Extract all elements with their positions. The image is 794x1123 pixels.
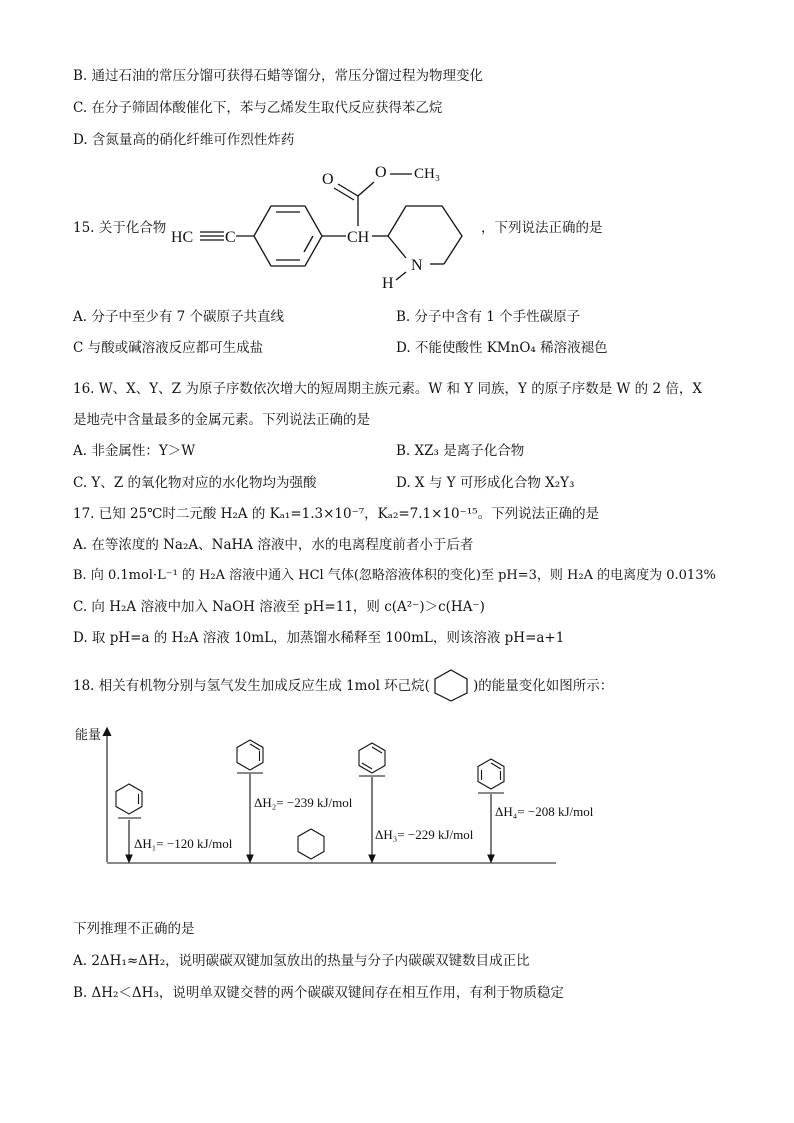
cyclohexene-icon: [116, 784, 142, 814]
q15-ch: CH: [347, 229, 370, 246]
q16-stem-line1: 16. W、X、Y、Z 为原子序数依次增大的短周期主族元素。W 和 Y 同族，Y 的原子序数是 W 的 2 倍，X: [73, 381, 702, 397]
1,3-cyclohexadiene-icon: [237, 740, 263, 770]
energy-axis-label: 能量: [75, 727, 102, 742]
q15-option-d: D. 不能使酸性 KMnO₄ 稀溶液褪色: [396, 340, 608, 356]
q15-o-double: O: [322, 171, 334, 188]
q18-stem-prefix: 18. 相关有机物分别与氢气发生加成反应生成 1mol 环己烷(: [73, 678, 430, 694]
q17-stem: 17. 已知 25℃时二元酸 H₂A 的 Kₐ₁=1.3×10⁻⁷，Kₐ₂=7.1×10⁻¹⁵。下列说法正确的是: [73, 506, 600, 522]
q18-option-a: A. 2ΔH₁≈ΔH₂，说明碳碳双键加氢放出的热量与分子内碳碳双键数目成正比: [73, 953, 530, 969]
q14-option-b: B. 通过石油的常压分馏可获得石蜡等馏分，常压分馏过程为物理变化: [73, 68, 484, 84]
q15-option-b: B. 分子中含有 1 个手性碳原子: [396, 309, 581, 325]
dh4-label: ΔH₄= −208 kJ/mol: [495, 804, 594, 819]
dh2-label: ΔH₂= −239 kJ/mol: [254, 795, 353, 810]
energy-diagram: [70, 722, 594, 882]
q15-h: H: [382, 275, 394, 292]
q18-followup: 下列推理不正确的是: [73, 921, 195, 937]
1,4-cyclohexadiene-icon: [359, 743, 385, 773]
q17-option-b: B. 向 0.1mol·L⁻¹ 的 H₂A 溶液中通入 HCl 气体(忽略溶液体积的变化)至 pH=3，则 H₂A 的电离度为 0.013%: [73, 568, 716, 583]
dh1-label: ΔH₁= −120 kJ/mol: [134, 836, 233, 851]
benzene-icon: [478, 759, 504, 789]
q14-option-d: D. 含氮量高的硝化纤维可作烈性炸药: [73, 132, 295, 148]
q15-alkyne-end: HC: [171, 229, 194, 246]
q18-option-b: B. ΔH₂＜ΔH₃，说明单双键交替的两个碳碳双键间存在相互作用，有利于物质稳定: [73, 985, 564, 1001]
q15-methyl: CH₃: [414, 166, 441, 182]
q16-option-d: D. X 与 Y 可形成化合物 X₂Y₃: [396, 475, 575, 491]
q15-compound-structure: [168, 160, 508, 300]
q16-option-c: C. Y、Z 的氧化物对应的水化物均为强酸: [73, 475, 317, 491]
q15-stem-prefix: 15. 关于化合物: [73, 220, 167, 236]
q16-option-a: A. 非金属性：Y＞W: [73, 443, 196, 459]
cyclohexane-inline-icon: [431, 668, 471, 702]
q15-stem-suffix: ，下列说法正确的是: [481, 220, 603, 236]
q17-option-a: A. 在等浓度的 Na₂A、NaHA 溶液中，水的电离程度前者小于后者: [73, 537, 474, 553]
cyclohexane-icon: [298, 829, 324, 859]
q17-option-d: D. 取 pH=a 的 H₂A 溶液 10mL，加蒸馏水稀释至 100mL，则该溶液 pH=a+1: [73, 630, 565, 646]
q15-alkyne-c: C: [225, 229, 236, 246]
q14-option-c: C. 在分子筛固体酸催化下，苯与乙烯发生取代反应获得苯乙烷: [73, 100, 443, 116]
q15-option-a: A. 分子中至少有 7 个碳原子共直线: [73, 309, 285, 325]
q15-n: N: [411, 257, 423, 274]
q15-o-ester: O: [375, 164, 387, 181]
q18-stem-suffix: )的能量变化如图所示：: [473, 678, 614, 694]
dh3-label: ΔH₃= −229 kJ/mol: [375, 827, 474, 842]
q17-option-c: C. 向 H₂A 溶液中加入 NaOH 溶液至 pH=11，则 c(A²⁻)＞c(HA⁻): [73, 599, 485, 615]
q16-stem-line2: 是地壳中含量最多的金属元素。下列说法正确的是: [73, 412, 370, 428]
q16-option-b: B. XZ₃ 是离子化合物: [396, 443, 525, 459]
q15-option-c: C 与酸或碱溶液反应都可生成盐: [73, 340, 264, 356]
